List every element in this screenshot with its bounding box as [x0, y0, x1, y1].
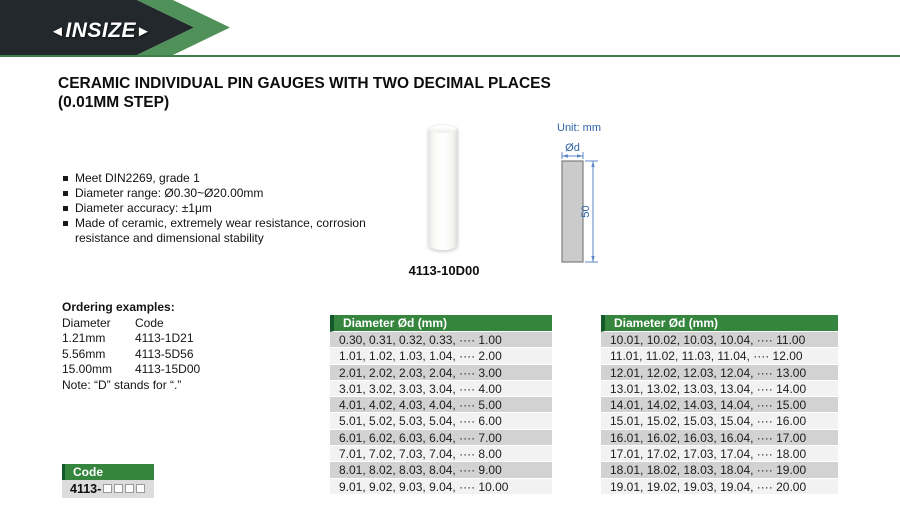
- feature-item: Made of ceramic, extremely wear resistance, corrosion resistance and dimensional stability: [62, 216, 374, 246]
- page-title-line2: (0.01MM STEP): [58, 94, 170, 111]
- ordering-note: Note: “D” stands for “.”: [62, 377, 182, 392]
- code-placeholder-box: [136, 484, 145, 493]
- ordering-row: [62, 347, 302, 363]
- table-row: 13.01, 13.02, 13.03, 13.04, ···· 14.00: [601, 381, 838, 397]
- ordering-diameter: 5.56mm: [62, 346, 106, 361]
- table-row: 14.01, 14.02, 14.03, 14.04, ···· 15.00: [601, 397, 838, 413]
- table-rows: [601, 332, 838, 495]
- code-box-header: Code: [62, 464, 154, 480]
- table-row: 12.01, 12.02, 12.03, 12.04, ···· 13.00: [601, 365, 838, 381]
- code-placeholder-boxes: [101, 480, 145, 498]
- ordering-examples: [62, 300, 302, 393]
- table-row: 17.01, 17.02, 17.03, 17.04, ···· 18.00: [601, 446, 838, 462]
- page-title: [58, 74, 738, 112]
- table-rows: [330, 332, 552, 495]
- pin-gauge-photo: [428, 124, 458, 250]
- code-box-body: [62, 480, 154, 498]
- table-row: 8.01, 8.02, 8.03, 8.04, ···· 9.00: [330, 462, 552, 478]
- table-row: 18.01, 18.02, 18.03, 18.04, ···· 19.00: [601, 462, 838, 478]
- code-placeholder-box: [114, 484, 123, 493]
- feature-item: Diameter accuracy: ±1μm: [62, 201, 374, 216]
- ordering-code: 4113-5D56: [135, 346, 194, 361]
- code-box: [62, 464, 154, 498]
- table-row: 2.01, 2.02, 2.03, 2.04, ···· 3.00: [330, 365, 552, 381]
- unit-label: Unit: mm: [557, 122, 601, 134]
- table-row: 15.01, 15.02, 15.03, 15.04, ···· 16.00: [601, 413, 838, 429]
- ordering-code: 4113-1D21: [135, 331, 194, 345]
- ordering-col-code: Code: [135, 315, 164, 330]
- ordering-diameter: 1.21mm: [62, 331, 106, 345]
- table-row: 7.01, 7.02, 7.03, 7.04, ···· 8.00: [330, 446, 552, 462]
- table-row: 9.01, 9.02, 9.03, 9.04, ···· 10.00: [330, 479, 552, 495]
- table-row: 19.01, 19.02, 19.03, 19.04, ···· 20.00: [601, 479, 838, 495]
- code-placeholder-box: [103, 484, 112, 493]
- ordering-row: [62, 331, 302, 347]
- table-row: 5.01, 5.02, 5.03, 5.04, ···· 6.00: [330, 413, 552, 429]
- ordering-col-diameter: Diameter: [62, 315, 111, 330]
- table-row: 3.01, 3.02, 3.03, 3.04, ···· 4.00: [330, 381, 552, 397]
- ordering-heading: Ordering examples:: [62, 300, 175, 314]
- table-row: 6.01, 6.02, 6.03, 6.04, ···· 7.00: [330, 430, 552, 446]
- ordering-rows: [62, 331, 302, 378]
- model-number-label: 4113-10D00: [408, 263, 480, 278]
- table-header: Diameter Ød (mm): [330, 315, 552, 332]
- logo-right-arrow-icon: ►: [136, 23, 152, 40]
- table-header: Diameter Ød (mm): [601, 315, 838, 332]
- header-divider-line: [0, 55, 900, 57]
- code-prefix: 4113-: [70, 482, 102, 496]
- ordering-diameter: 15.00mm: [62, 362, 113, 376]
- table-row: 4.01, 4.02, 4.03, 4.04, ···· 5.00: [330, 397, 552, 413]
- logo-left-arrow-icon: ◄: [50, 23, 66, 40]
- table-row: 0.30, 0.31, 0.32, 0.33, ···· 1.00: [330, 332, 552, 348]
- table-row: 16.01, 16.02, 16.03, 16.04, ···· 17.00: [601, 430, 838, 446]
- table-row: 10.01, 10.02, 10.03, 10.04, ···· 11.00: [601, 332, 838, 348]
- feature-item: Meet DIN2269, grade 1: [62, 171, 374, 186]
- ordering-row: [62, 362, 302, 378]
- feature-item: Diameter range: Ø0.30~Ø20.00mm: [62, 186, 374, 201]
- diameter-table-2: [601, 315, 838, 495]
- logo-text: INSIZE: [65, 19, 137, 42]
- diameter-table-1: [330, 315, 552, 495]
- diameter-dim-label: Ød: [565, 142, 580, 154]
- ordering-code: 4113-15D00: [135, 362, 201, 376]
- table-row: 11.01, 11.02, 11.03, 11.04, ···· 12.00: [601, 348, 838, 364]
- table-row: 1.01, 1.02, 1.03, 1.04, ···· 2.00: [330, 348, 552, 364]
- dimension-drawing: [545, 118, 645, 273]
- length-dim-label: 50: [580, 205, 592, 218]
- feature-list: [62, 171, 374, 246]
- code-placeholder-box: [125, 484, 134, 493]
- insize-logo: [50, 19, 151, 43]
- page-title-line1: CERAMIC INDIVIDUAL PIN GAUGES WITH TWO DECIMAL PLACES: [58, 75, 551, 92]
- ordering-columns: [62, 316, 302, 332]
